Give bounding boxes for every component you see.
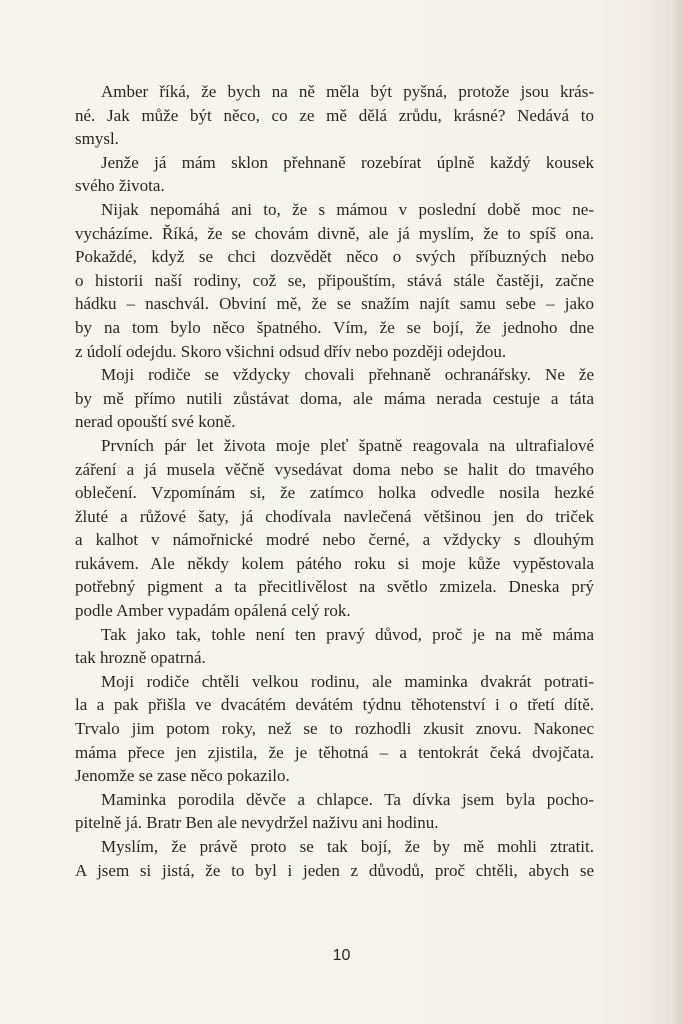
text-line: Maminka porodila děvče a chlapce. Ta dívka jsem byla pocho- — [101, 789, 594, 809]
text-line: A jsem si jistá, že to byl i jeden z důvodů, proč chtěli, abych se — [75, 860, 594, 880]
text-line: hádku – naschvál. Obviní mě, že se snažím najít samu sebe – jako — [75, 294, 594, 314]
text-line: žluté a růžové šaty, já chodívala navlečená většinou jen do triček — [75, 506, 594, 526]
text-line: a kalhot v námořnické modré nebo černé, a vždycky s dlouhým — [75, 530, 594, 550]
text-line: by na tom bylo něco špatného. Vím, že se bojí, že jednoho dne — [75, 317, 594, 337]
text-line: Jenomže se zase něco pokazilo. — [75, 766, 290, 786]
text-line: Trvalo jim potom roky, než se to rozhodli zkusit znovu. Nakonec — [75, 719, 594, 739]
text-line: oblečení. Vzpomínám si, že zatímco holka odvedle nosila hezké — [75, 483, 594, 503]
text-line: záření a já musela věčně vysedávat doma nebo se halit do tmavého — [75, 459, 594, 479]
text-line: nerad opouští své koně. — [75, 412, 236, 432]
text-line: máma přece jen zjistila, že je těhotná – a tentokrát čeká dvojčata. — [75, 742, 594, 762]
text-line: tak hrozně opatrná. — [75, 648, 206, 668]
page-number: 10 — [332, 947, 351, 964]
text-line: rukávem. Ale někdy kolem pátého roku si moje kůže vypěstovala — [75, 553, 594, 573]
text-line: Myslím, že právě proto se tak bojí, že by mě mohli ztratit. — [101, 837, 594, 856]
text-line: Moji rodiče se vždycky chovali přehnaně ochranářsky. Ne že — [101, 365, 594, 385]
text-line: z údolí odejdu. Skoro všichni odsud dřív nebo později odejdou. — [75, 341, 507, 361]
text-line: Prvních pár let života moje pleť špatně reagovala na ultrafialové — [101, 435, 594, 455]
text-line: potřebný pigment a ta přecitlivělost na světlo zmizela. Dneska prý — [75, 577, 594, 597]
text-line: né. Jak může být něco, co ze mě dělá zrůdu, krásné? Nedává to — [75, 105, 594, 125]
text-line: by mě přímo nutili zůstávat doma, ale máma nerada cestuje a táta — [75, 388, 594, 408]
text-line: Amber říká, že bych na ně měla být pyšná, protože jsou krás- — [101, 82, 594, 101]
text-line: svého života. — [75, 176, 165, 196]
text-line: Pokaždé, když se chci dozvědět něco o svých příbuzných nebo — [75, 247, 594, 267]
text-line: Tak jako tak, tohle není ten pravý důvod, proč je na mě máma — [101, 624, 594, 644]
text-line: Nijak nepomáhá ani to, že s mámou v poslední době moc ne- — [101, 199, 594, 219]
text-line: o historii naší rodiny, což se, připouštím, stává stále častěji, začne — [75, 270, 594, 290]
page-edge — [671, 0, 683, 1024]
text-line: Jenže já mám sklon přehnaně rozebírat úplně každý kousek — [101, 152, 594, 172]
text-line: Moji rodiče chtěli velkou rodinu, ale maminka dvakrát potrati- — [101, 671, 594, 691]
text-line: la a pak přišla ve dvacátém devátém týdnu těhotenství i o třetí dítě. — [75, 695, 594, 715]
text-line: podle Amber vypadám opálená celý rok. — [75, 601, 351, 621]
text-line: pitelně já. Bratr Ben ale nevydržel naživu ani hodinu. — [75, 813, 439, 833]
body-text — [75, 80, 594, 882]
text-line: vycházíme. Říká, že se chovám divně, ale já myslím, že to spíš ona. — [75, 223, 594, 243]
text-line: smysl. — [75, 129, 119, 149]
